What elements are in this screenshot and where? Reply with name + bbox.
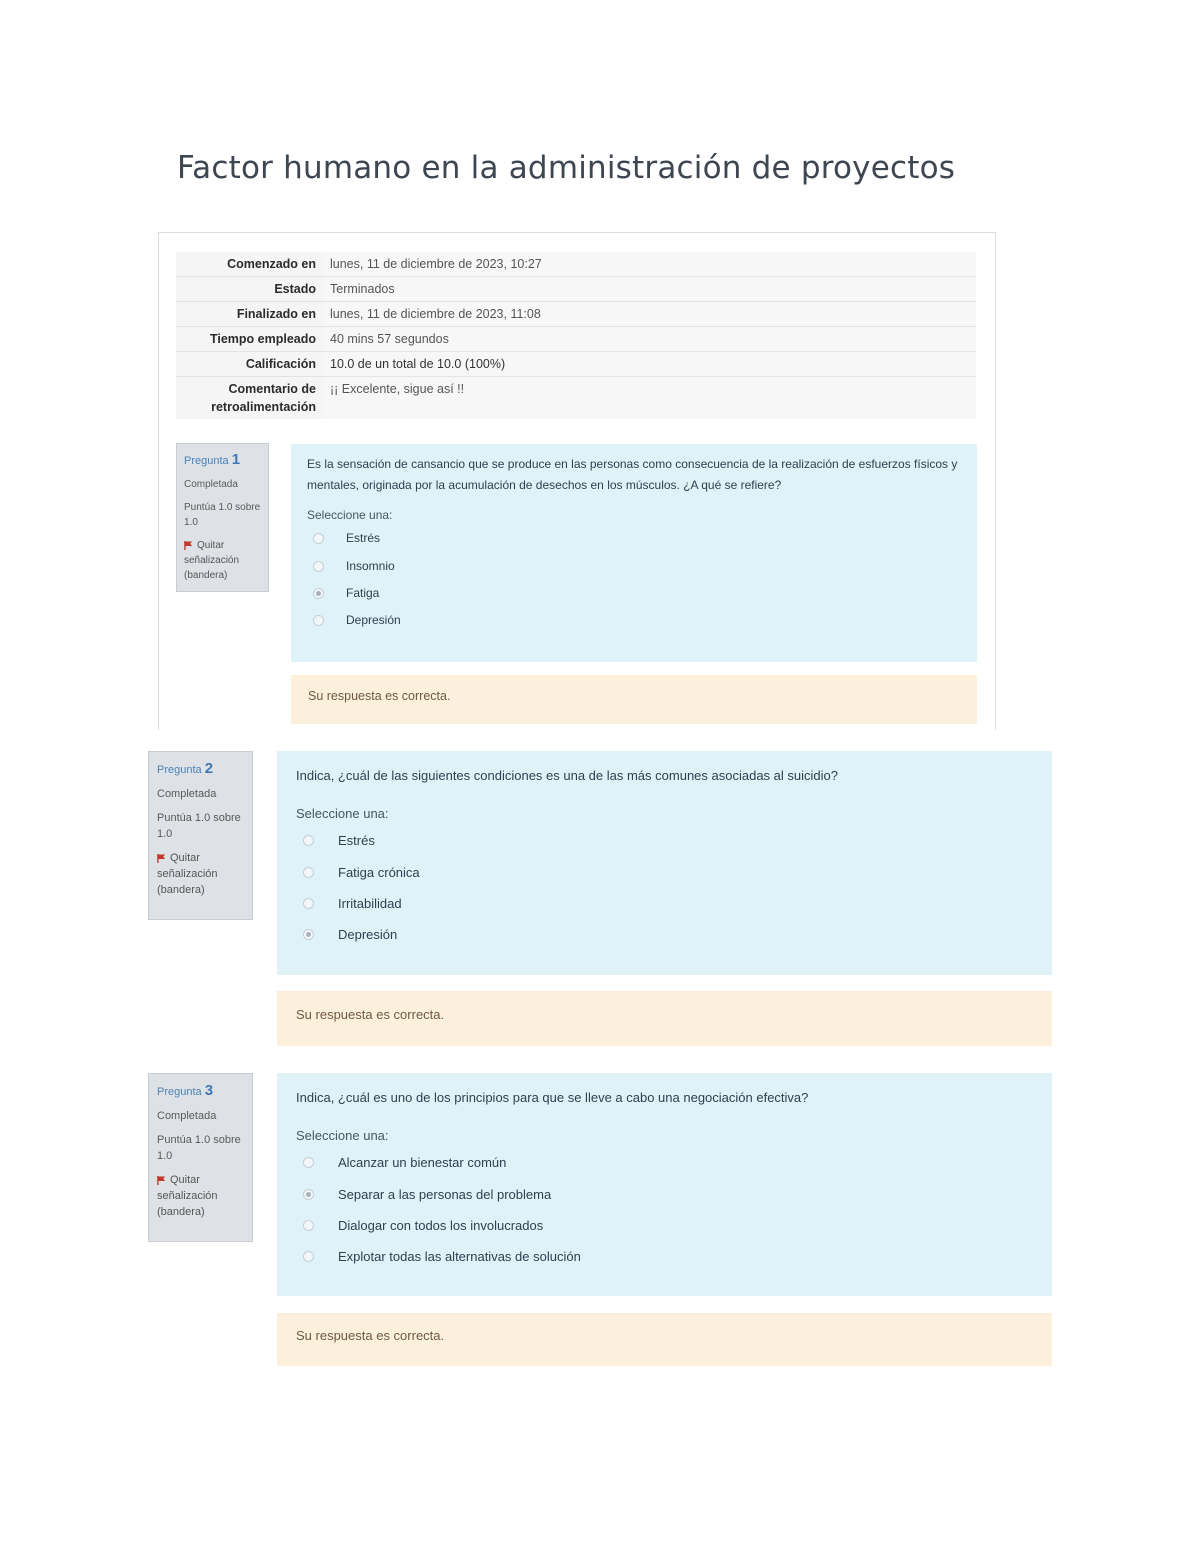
radio-button[interactable] (313, 615, 324, 626)
question-state: Completada (184, 479, 238, 490)
summary-value: ¡¡ Excelente, sigue así !! (323, 377, 976, 420)
summary-value: 40 mins 57 segundos (323, 327, 976, 352)
answer-option[interactable] (303, 927, 1033, 942)
answer-label: Depresión (338, 927, 398, 942)
question-number: Pregunta 3 (157, 1082, 214, 1099)
flag-question-link[interactable]: Quitar señalización (bandera) (157, 1174, 218, 1218)
radio-button[interactable] (303, 1220, 314, 1231)
question-content-2 (277, 751, 1052, 975)
radio-button[interactable] (313, 561, 324, 572)
summary-label: Tiempo empleado (176, 327, 323, 352)
answer-label: Estrés (338, 833, 375, 848)
radio-button[interactable] (303, 867, 314, 878)
question-prompt: Indica, ¿cuál es uno de los principios para que se lleve a cabo una negociación efectiva? (296, 1090, 809, 1105)
answer-feedback-3 (277, 1313, 1052, 1366)
question-number: Pregunta 2 (157, 760, 214, 777)
flag-icon (157, 1176, 166, 1185)
answer-option[interactable] (303, 1187, 1033, 1202)
answer-option[interactable] (313, 613, 961, 627)
question-info-2 (148, 751, 253, 920)
answer-label: Depresión (346, 613, 401, 627)
answer-option[interactable] (303, 865, 1033, 880)
answer-option[interactable] (313, 586, 961, 600)
select-one-label: Seleccione una: (296, 1128, 389, 1143)
answer-feedback-2 (277, 991, 1052, 1046)
question-score: Puntúa 1.0 sobre 1.0 (184, 502, 261, 528)
answer-option[interactable] (303, 896, 1033, 911)
question-content-3 (277, 1073, 1052, 1296)
flag-question-link[interactable]: Quitar señalización (bandera) (157, 852, 218, 896)
radio-button[interactable] (303, 898, 314, 909)
summary-value: 10.0 de un total de 10.0 (100%) (323, 352, 976, 377)
feedback-text: Su respuesta es correcta. (296, 1328, 445, 1343)
answer-label: Fatiga crónica (338, 865, 420, 880)
answer-label: Explotar todas las alternativas de solución (338, 1249, 581, 1264)
answer-label: Fatiga (346, 586, 380, 600)
flag-icon (157, 854, 166, 863)
answer-option[interactable] (303, 1249, 1033, 1264)
radio-button[interactable] (303, 835, 314, 846)
answer-option[interactable] (303, 1155, 1033, 1170)
select-one-label: Seleccione una: (296, 806, 389, 821)
question-content-1 (291, 444, 977, 662)
question-state: Completada (157, 1110, 217, 1122)
radio-button-checked[interactable] (303, 929, 314, 940)
answer-option[interactable] (303, 1218, 1033, 1233)
radio-button[interactable] (303, 1251, 314, 1262)
summary-label: Comenzado en (176, 252, 323, 277)
radio-button-checked[interactable] (303, 1189, 314, 1200)
summary-value: lunes, 11 de diciembre de 2023, 10:27 (323, 252, 976, 277)
summary-label: Estado (176, 277, 323, 302)
attempt-summary-table (176, 252, 976, 419)
question-info-3 (148, 1073, 253, 1242)
summary-value: Terminados (323, 277, 976, 302)
select-one-label: Seleccione una: (307, 508, 393, 522)
answer-label: Dialogar con todos los involucrados (338, 1218, 544, 1233)
feedback-text: Su respuesta es correcta. (308, 689, 451, 703)
summary-label: Comentario de retroalimentación (176, 377, 323, 420)
answer-label: Estrés (346, 531, 381, 545)
answer-label: Irritabilidad (338, 896, 402, 911)
radio-button[interactable] (313, 533, 324, 544)
question-score: Puntúa 1.0 sobre 1.0 (157, 812, 241, 840)
summary-row-feedback (176, 377, 976, 420)
question-prompt: Es la sensación de cansancio que se produce en las personas como consecuencia de la realización de esfuerzos físicos y mentales, originada por la acumulación de desechos en los músculos. ¿A qué se refiere? (307, 457, 958, 492)
question-score: Puntúa 1.0 sobre 1.0 (157, 1134, 241, 1162)
summary-row-finished (176, 302, 976, 327)
answer-option[interactable] (303, 833, 1033, 848)
feedback-text: Su respuesta es correcta. (296, 1007, 445, 1022)
question-number: Pregunta 1 (184, 451, 241, 468)
answer-feedback-1 (291, 675, 977, 724)
summary-label: Calificación (176, 352, 323, 377)
summary-value: lunes, 11 de diciembre de 2023, 11:08 (323, 302, 976, 327)
answer-label: Separar a las personas del problema (338, 1187, 552, 1202)
answer-label: Alcanzar un bienestar común (338, 1155, 507, 1170)
summary-row-time (176, 327, 976, 352)
radio-button[interactable] (303, 1157, 314, 1168)
page-title: Factor humano en la administración de proyectos (177, 150, 956, 186)
summary-row-state (176, 277, 976, 302)
radio-button-checked[interactable] (313, 588, 324, 599)
question-state: Completada (157, 788, 217, 800)
question-prompt: Indica, ¿cuál de las siguientes condiciones es una de las más comunes asociadas al suicidio? (296, 768, 838, 783)
answer-option[interactable] (313, 531, 961, 545)
question-info-1 (176, 443, 269, 592)
summary-label: Finalizado en (176, 302, 323, 327)
answer-label: Insomnio (346, 559, 395, 573)
answer-option[interactable] (313, 559, 961, 573)
summary-row-started (176, 252, 976, 277)
flag-icon (184, 541, 193, 550)
flag-question-link[interactable]: Quitar señalización (bandera) (184, 540, 240, 581)
summary-row-grade (176, 352, 976, 377)
